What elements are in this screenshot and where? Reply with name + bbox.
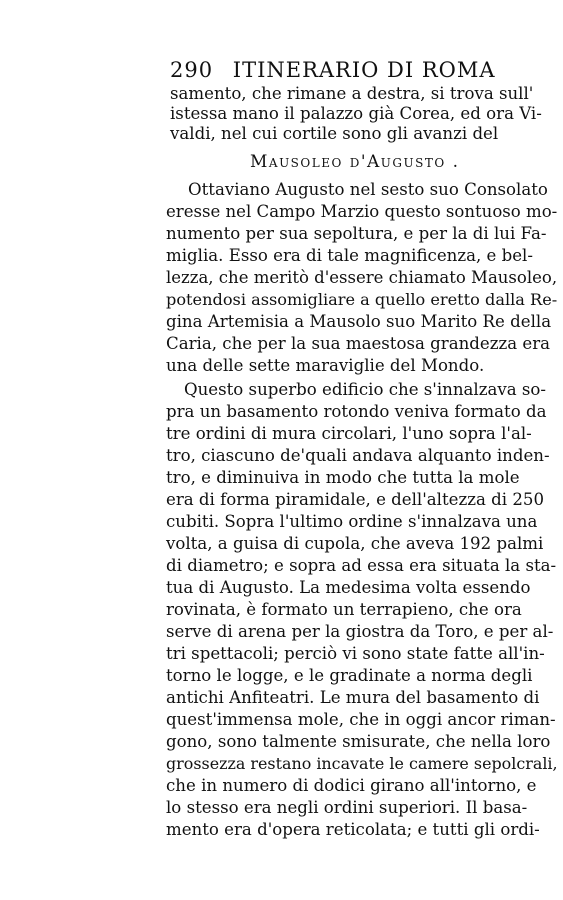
text-line: potendosi assomigliare a quello eretto dalla Re- xyxy=(166,290,558,309)
text-line: tro, ciascuno de'quali andava alquanto inden- xyxy=(166,446,550,465)
page-number: 290 xyxy=(170,58,214,82)
text-line: numento per sua sepoltura, e per la di lui Fa- xyxy=(166,224,547,243)
running-title: ITINERARIO DI ROMA xyxy=(232,58,496,82)
text-line: serve di arena per la giostra da Toro, e per al- xyxy=(166,622,554,641)
text-line: Questo superbo edificio che s'innalzava so- xyxy=(184,380,547,399)
text-line: lo stesso era negli ordini superiori. Il basa- xyxy=(166,798,528,817)
text-line: che in numero di dodici girano all'intorno, e xyxy=(166,776,537,795)
text-line: gono, sono talmente smisurate, che nella loro xyxy=(166,732,551,751)
text-line: valdi, nel cui cortile sono gli avanzi del xyxy=(170,124,499,143)
text-line: tro, e diminuiva in modo che tutta la mole xyxy=(166,468,520,487)
text-line: pra un basamento rotondo veniva formato da xyxy=(166,402,547,421)
text-line: antichi Anfiteatri. Le mura del basamento di xyxy=(166,688,540,707)
text-line: rovinata, è formato un terrapieno, che ora xyxy=(166,600,522,619)
section-title: Mausoleo d'Augusto . xyxy=(250,152,460,172)
text-line: samento, che rimane a destra, si trova sull' xyxy=(170,84,534,103)
text-line: Caria, che per la sua maestosa grandezza era xyxy=(166,334,551,353)
text-line: lezza, che meritò d'essere chiamato Mausoleo, xyxy=(166,268,558,287)
text-line: volta, a guisa di cupola, che aveva 192 palmi xyxy=(166,534,544,553)
text-line: cubiti. Sopra l'ultimo ordine s'innalzava una xyxy=(166,512,538,531)
text-line: miglia. Esso era di tale magnificenza, e bel- xyxy=(166,246,533,265)
text-line: tre ordini di mura circolari, l'uno sopra l'al- xyxy=(166,424,532,443)
text-line: quest'immensa mole, che in oggi ancor riman- xyxy=(166,710,556,729)
text-line: eresse nel Campo Marzio questo sontuoso mo- xyxy=(166,202,558,221)
running-header xyxy=(170,58,496,82)
text-line: torno le logge, e le gradinate a norma degli xyxy=(166,666,533,685)
text-line: una delle sette maraviglie del Mondo. xyxy=(166,356,485,375)
text-line: di diametro; e sopra ad essa era situata la sta- xyxy=(166,556,557,575)
text-line: gina Artemisia a Mausolo suo Marito Re della xyxy=(166,312,552,331)
text-line: mento era d'opera reticolata; e tutti gli ordi- xyxy=(166,820,540,839)
text-line: era di forma piramidale, e dell'altezza di 250 xyxy=(166,490,545,509)
text-line: grossezza restano incavate le camere sepolcrali, xyxy=(166,754,558,773)
text-line: tua di Augusto. La medesima volta essendo xyxy=(166,578,531,597)
text-line: istessa mano il palazzo già Corea, ed ora Vi- xyxy=(170,104,542,123)
text-line: tri spettacoli; perciò vi sono state fatte all'in- xyxy=(166,644,545,663)
text-line: Ottaviano Augusto nel sesto suo Consolato xyxy=(188,180,548,199)
